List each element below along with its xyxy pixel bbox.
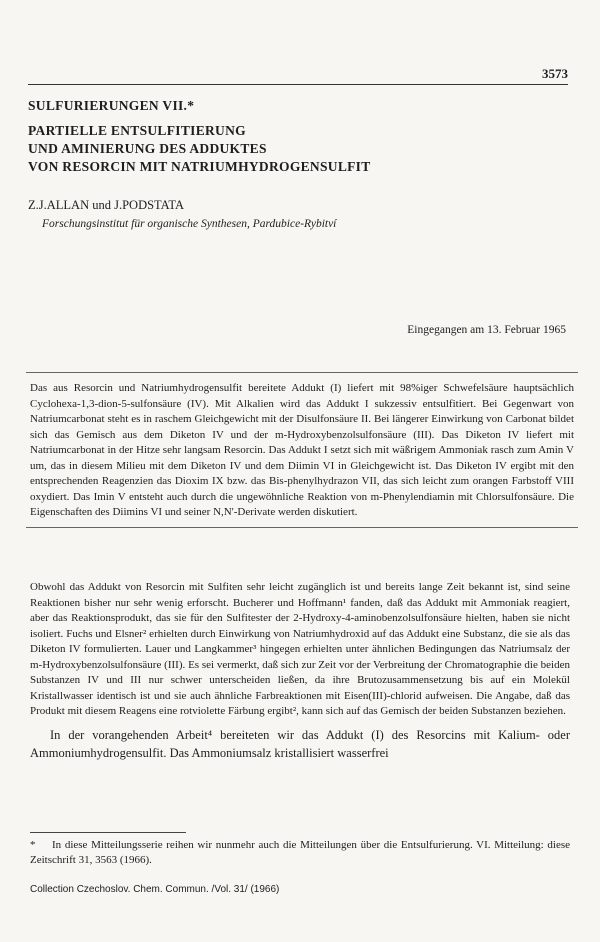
footnote-rule: [30, 832, 186, 833]
page-number: 3573: [542, 66, 568, 81]
title-line: UND AMINIERUNG DES ADDUKTES: [28, 141, 267, 156]
footnote: [30, 838, 570, 868]
journal-reference: Collection Czechoslov. Chem. Commun. /Vol. 31/ (1966): [30, 884, 280, 895]
article-title: [28, 122, 568, 176]
title-line: PARTIELLE ENTSULFITIERUNG: [28, 123, 246, 138]
body-text: [30, 580, 570, 762]
received-date: Eingegangen am 13. Februar 1965: [407, 324, 566, 336]
authors: Z.J.ALLAN und J.PODSTATA: [28, 198, 184, 212]
paragraph: Obwohl das Addukt von Resorcin mit Sulfiten sehr leicht zugänglich ist und bereits lange Zeit bekannt ist, sind seine Reaktionen bisher nur sehr wenig erforscht. Bucherer und Hoffmann¹ fanden, daß das Addukt mit Ammoniak reagiert, aber das Reaktionsprodukt, das sie für den Sulfitester der 2-Hydroxy-4-aminobenzolsulfonsäure hielten, haben sie nicht isoliert. Fuchs und Elsner² erhielten durch Einwirkung von Natriumhydroxid auf das Addukt eine Substanz, die sie als das Diketon IV formulierten. Lauer und Langkammer³ hingegen erhielten unter ähnlichen Bedingungen das Natriumsalz der m-Hydroxybenzolsulfonsäure (III). Es sei vermerkt, daß sich zur Zeit vor der Verbreitung der Chromatographie die beiden Substanzen IV und III nur schwer unterscheiden ließen, da ihre Brutozusammensetzung bis auf ein Molekül Kristallwasser identisch ist und sie auch ähnliche Farbreaktionen mit Eisen(III)-chlorid aufweisen. Die Angabe, daß das Produkt mit diesem Reagens eine rotviolette Färbung ergibt², kann sich auf das Gemisch der beiden Substanzen beziehen.: [30, 581, 570, 717]
header-rule: [28, 84, 568, 85]
series-title: SULFURIERUNGEN VII.*: [28, 98, 195, 113]
paragraph: In der vorangehenden Arbeit⁴ bereiteten wir das Addukt (I) des Resorcins mit Kalium- oder Ammoniumhydrogensulfit. Das Ammoniumsalz kristallisiert wasserfrei: [30, 727, 570, 760]
title-line: VON RESORCIN MIT NATRIUMHYDROGENSULFIT: [28, 159, 371, 174]
affiliation: Forschungsinstitut für organische Synthesen, Pardubice-Rybitví: [42, 218, 337, 230]
footnote-mark: *: [30, 839, 36, 851]
abstract: Das aus Resorcin und Natriumhydrogensulfit bereitete Addukt (I) liefert mit 98%iger Schwefelsäure hauptsächlich Cyclohexa-1,3-dion-5-sulfonsäure (IV). Mit Alkalien wird das Addukt I sukzessiv entsulfitiert. Bei Gegenwart von Natriumcarbonat steht es in raschem Gleichgewicht mit der Disulfonsäure II. Bei längerer Einwirkung von Carbonat bildet sich das Gemisch aus dem Diketon IV und der m-Hydroxybenzolsulfonsäure (III). Das Diketon IV liefert mit Natriumcarbonat in der Hitze sehr langsam Resorcin. Das Addukt I setzt sich mit wäßrigem Ammoniak rasch zum Amin V um, das in diesem Milieu mit dem Diketon IV und dem Diimin VI in Gleichgewicht ist. Das Diketon IV ergibt mit den entsprechenden Reagenzien das Dioxim IX bzw. das Bis-phenylhydrazon VII, das sich leicht zum orangen Farbstoff VIII oxydiert. Das Imin V entsteht auch durch die ungewöhnliche Reaktion von m-Phenylendiamin mit Chlorsulfonsäure. Die Eigenschaften des Diimins VI und seiner N,N'-Derivate werden diskutiert.: [26, 372, 578, 528]
footnote-text: In diese Mitteilungsserie reihen wir nunmehr auch die Mitteilungen über die Entsulfurierung. VI. Mitteilung: diese Zeitschrift 31, 3563 (1966).: [30, 839, 570, 866]
